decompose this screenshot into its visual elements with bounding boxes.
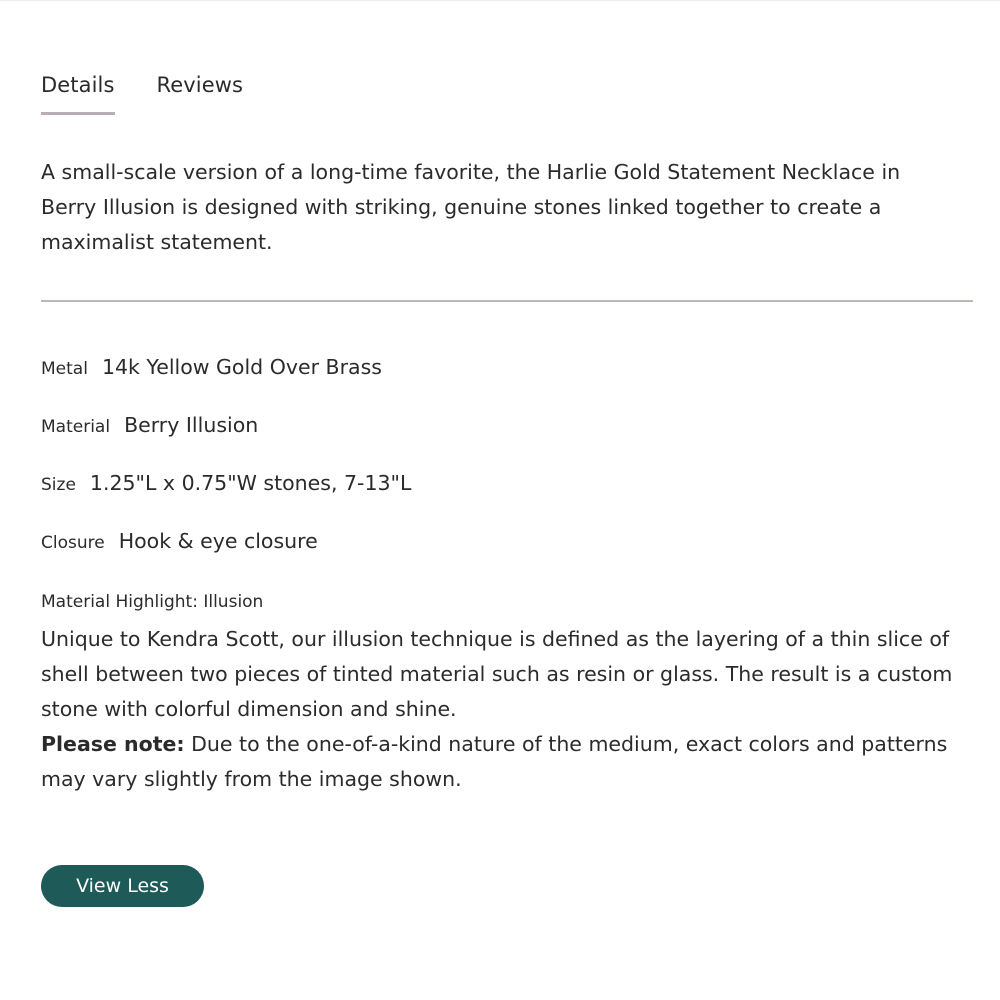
note-label: Please note: bbox=[41, 732, 185, 756]
product-tabs bbox=[41, 70, 243, 115]
top-border bbox=[0, 0, 1000, 1]
spec-row-closure bbox=[41, 529, 318, 553]
tab-reviews[interactable]: Reviews bbox=[156, 73, 244, 97]
spec-row-size bbox=[41, 471, 411, 495]
spec-value-metal: 14k Yellow Gold Over Brass bbox=[101, 355, 382, 379]
material-highlight-text: Unique to Kendra Scott, our illusion technique is defined as the layering of a thin slice of shell between two pieces of tinted material such as resin or glass. The result is a custom stone with colorful dimension and shine. bbox=[41, 627, 953, 721]
section-divider bbox=[41, 300, 973, 302]
note-text: Due to the one-of-a-kind nature of the medium, exact colors and patterns may vary slightly from the image shown. bbox=[41, 732, 948, 791]
spec-value-closure: Hook & eye closure bbox=[118, 529, 318, 553]
tab-details[interactable]: Details bbox=[41, 70, 115, 115]
spec-label-material: Material bbox=[41, 417, 111, 437]
spec-label-metal: Metal bbox=[41, 359, 88, 379]
spec-value-size: 1.25"L x 0.75"W stones, 7-13"L bbox=[89, 471, 412, 495]
spec-row-material bbox=[41, 413, 258, 437]
material-highlight-title: Material Highlight: Illusion bbox=[41, 592, 264, 612]
spec-label-closure: Closure bbox=[41, 533, 105, 553]
spec-row-metal bbox=[41, 355, 382, 379]
view-less-button[interactable]: View Less bbox=[41, 865, 204, 907]
spec-value-material: Berry Illusion bbox=[124, 413, 259, 437]
material-highlight-body bbox=[41, 622, 981, 797]
product-description: A small-scale version of a long-time favorite, the Harlie Gold Statement Necklace in Berry Illusion is designed with striking, genuine stones linked together to create a maximalist statement. bbox=[41, 160, 901, 254]
spec-label-size: Size bbox=[41, 475, 76, 495]
